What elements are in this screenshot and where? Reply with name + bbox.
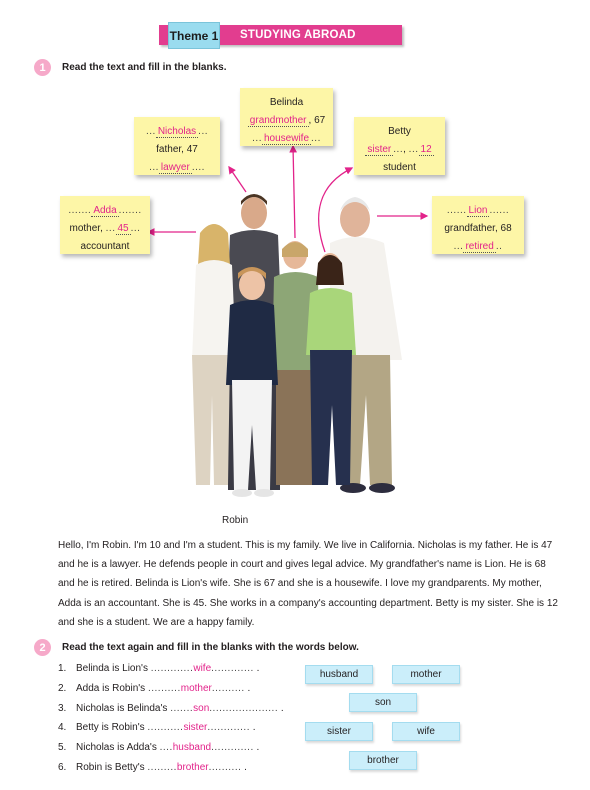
- theme-tab: Theme 1: [168, 22, 220, 49]
- answer-6: brother: [176, 762, 209, 773]
- note-belinda: Belinda grandmother , 67 ... housewife ...: [240, 88, 333, 146]
- note-betty: Betty sister ..., ... 12 student: [354, 117, 445, 175]
- question-3: 3. Nicholas is Belinda's .......son..................... .: [58, 703, 284, 714]
- question-6: 6. Robin is Betty's .........brother.......... .: [58, 762, 247, 773]
- note-betty-age: 12: [420, 144, 432, 155]
- answer-1: wife: [193, 663, 212, 674]
- note-adda-relation: mother,: [69, 223, 103, 234]
- note-lion: ...... Lion ...... grandfather, 68 ... retired ..: [432, 196, 524, 254]
- word-husband: husband: [305, 665, 373, 684]
- note-nicholas: ... Nicholas ... father, 47 ... lawyer ....: [134, 117, 220, 175]
- section-1-number-badge: 1: [34, 59, 51, 76]
- page-title: STUDYING ABROAD: [240, 29, 356, 41]
- note-adda-job: accountant: [80, 241, 130, 252]
- note-adda: ....... Adda ....... mother, ... 45 ... accountant: [60, 196, 150, 254]
- word-sister: sister: [305, 722, 373, 741]
- section-1-instruction: Read the text and fill in the blanks.: [62, 62, 227, 73]
- reading-text: Hello, I'm Robin. I'm 10 and I'm a student. This is my family. We live in California. Nicholas is my father. He is 47 and he is a lawyer. He defends people in court and gives legal advice. My grandfather's name is Lion. He is 68 and he is retired. Belinda is Lion's wife. She is 67 and she is a housewife. I love my grandparents. My mother, Adda is an accountant. She is 45. She works in a company's accounting department. Betty is my sister. She is 12 and she is a student. We are a happy family.: [58, 540, 558, 628]
- note-belinda-relation: grandmother: [249, 115, 307, 126]
- note-betty-relation: sister: [367, 144, 392, 155]
- note-nicholas-relation-age: father, 47: [156, 144, 198, 155]
- note-betty-job: student: [383, 162, 416, 173]
- question-1: 1. Belinda is Lion's .............wife............. .: [58, 663, 260, 674]
- question-4: 4. Betty is Robin's ...........sister............. .: [58, 722, 256, 733]
- note-betty-name: Betty: [388, 126, 411, 137]
- family-photo: [170, 185, 430, 510]
- note-belinda-name: Belinda: [269, 97, 304, 108]
- answer-2: mother: [180, 683, 212, 694]
- word-son: son: [349, 693, 417, 712]
- section-2-instruction: Read the text again and fill in the blanks with the words below.: [62, 642, 359, 653]
- note-lion-relation-age: grandfather, 68: [444, 223, 512, 234]
- section-2-number-badge: 2: [34, 639, 51, 656]
- answer-5: husband: [172, 742, 212, 753]
- answer-4: sister: [183, 722, 208, 733]
- word-wife: wife: [392, 722, 460, 741]
- note-lion-name: Lion: [468, 205, 488, 216]
- note-lion-job: retired: [465, 241, 494, 252]
- note-nicholas-job: lawyer: [160, 162, 190, 173]
- note-belinda-job: housewife: [263, 133, 310, 144]
- question-5: 5. Nicholas is Adda's ....husband............. .: [58, 742, 260, 753]
- answer-3: son: [193, 703, 210, 714]
- photo-caption: Robin: [222, 515, 249, 526]
- note-nicholas-name: Nicholas: [157, 126, 197, 137]
- note-adda-age: 45: [117, 223, 129, 234]
- word-brother: brother: [349, 751, 417, 770]
- note-adda-name: Adda: [93, 205, 117, 216]
- note-belinda-age: 67: [314, 115, 326, 126]
- word-mother: mother: [392, 665, 460, 684]
- question-2: 2. Adda is Robin's ..........mother.......... .: [58, 683, 251, 694]
